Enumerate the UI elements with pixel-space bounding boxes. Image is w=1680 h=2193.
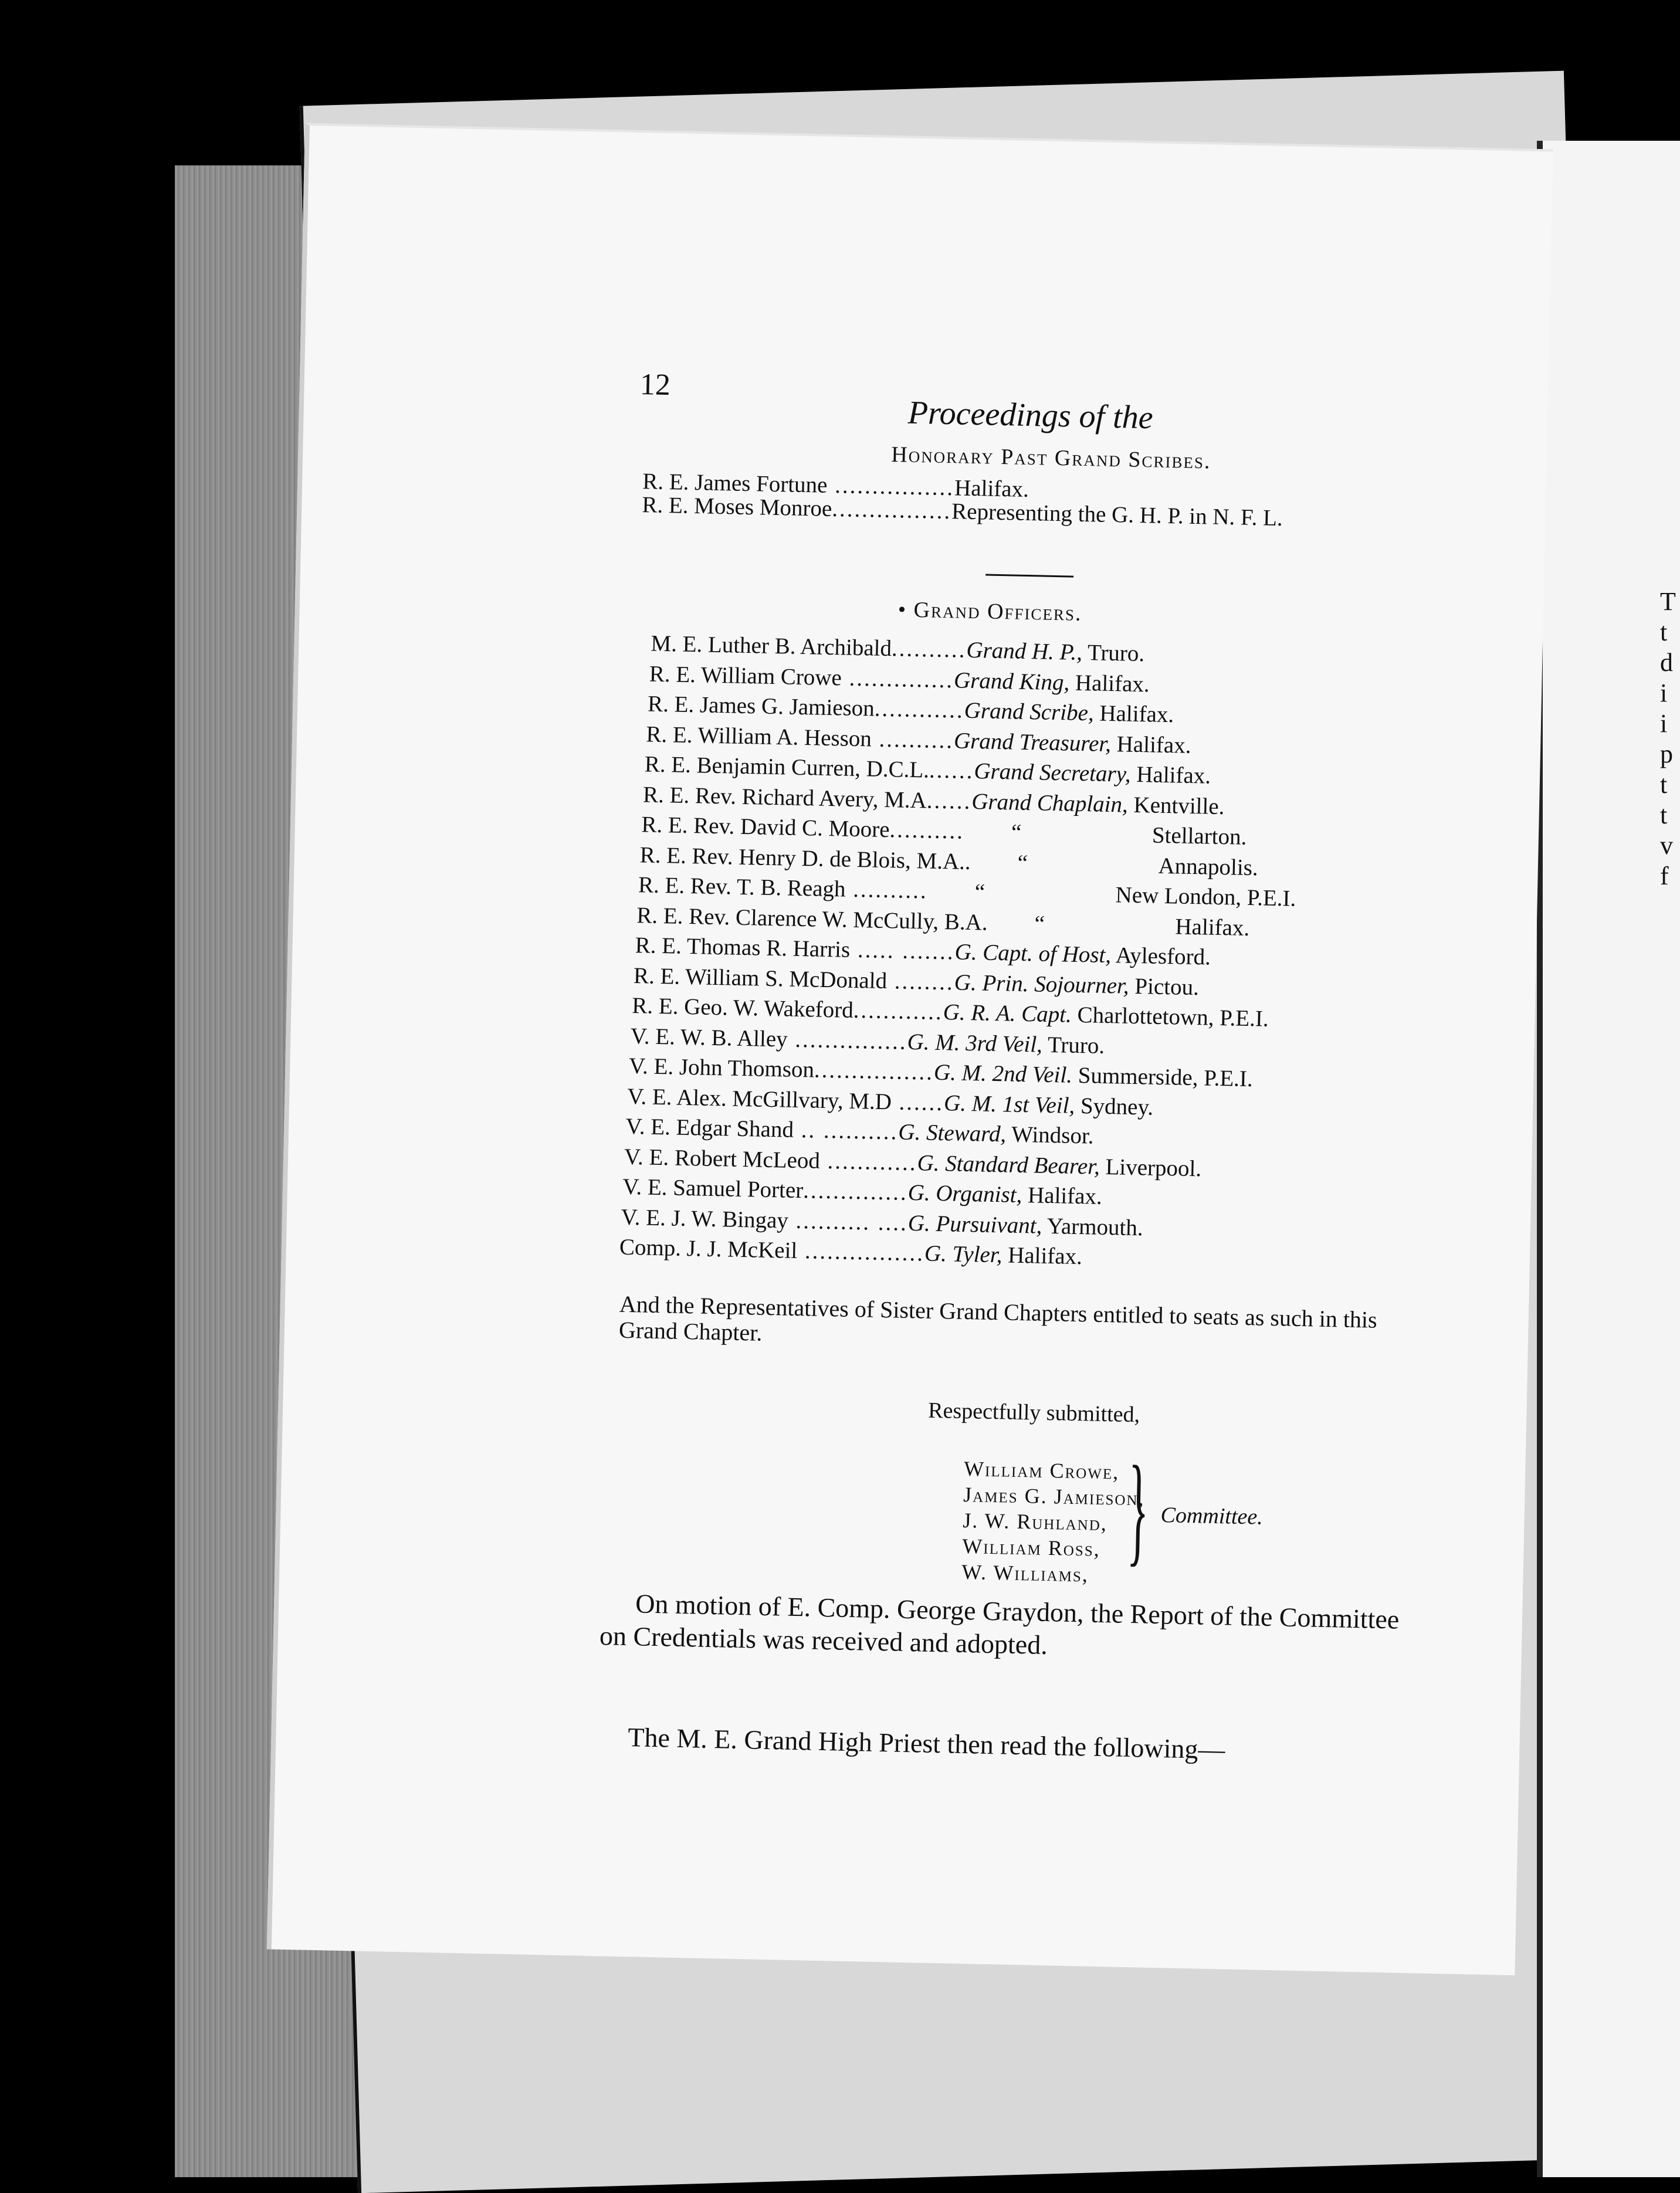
officer-name: R. E. Geo. W. Wakeford bbox=[631, 993, 854, 1023]
officer-office: G. M. 1st Veil, bbox=[943, 1090, 1075, 1118]
officer-name: R. E. William S. McDonald bbox=[633, 962, 888, 994]
next-page-fragments bbox=[1660, 587, 1676, 892]
dot-leader: .......... bbox=[889, 817, 965, 844]
officer-office: Grand Chaplain, bbox=[971, 788, 1129, 818]
officer-place: Yarmouth. bbox=[1041, 1213, 1144, 1240]
officer-name: Comp. J. J. McKeil bbox=[619, 1234, 798, 1263]
committee-brace: } bbox=[1126, 1440, 1150, 1578]
committee-member: James G. Jamieson, bbox=[963, 1483, 1146, 1510]
officer-name: V. E. Samuel Porter bbox=[622, 1174, 804, 1204]
officer-office: Grand H. P., bbox=[966, 637, 1083, 665]
officer-name: V. E. W. B. Alley bbox=[630, 1023, 788, 1052]
next-page-letter: t bbox=[1660, 618, 1668, 646]
officer-place: Liverpool. bbox=[1099, 1154, 1202, 1181]
dot-leader: ........ bbox=[886, 968, 955, 995]
officer-place: Halifax. bbox=[1002, 1242, 1083, 1270]
ditto-mark: “ bbox=[1011, 819, 1022, 845]
honorary-place: Representing the G. H. P. in N. F. L. bbox=[951, 499, 1283, 531]
dot-leader: ................ bbox=[814, 1057, 934, 1085]
next-page-letter: v bbox=[1660, 831, 1673, 860]
dot-leader: ............ bbox=[819, 1148, 918, 1175]
officer-row bbox=[619, 1234, 1083, 1270]
officer-place: Kentville. bbox=[1127, 792, 1225, 819]
officer-name: R. E. James G. Jamieson bbox=[647, 691, 875, 721]
officer-place: Annapolis. bbox=[1158, 853, 1259, 880]
officer-place: Halifax. bbox=[1069, 670, 1150, 697]
officer-place: Truro. bbox=[1082, 639, 1145, 667]
next-page-letter: i bbox=[1660, 679, 1668, 707]
officer-name: R. E. Rev. T. B. Reagh bbox=[638, 872, 846, 902]
next-page-letter: d bbox=[1660, 648, 1673, 677]
officer-place: Halifax. bbox=[1130, 761, 1211, 789]
officer-name: R. E. Rev. Clarence W. McCully, B.A. bbox=[636, 902, 988, 936]
officer-office: G. Organist, bbox=[907, 1179, 1022, 1208]
dot-leader: ...... bbox=[929, 757, 974, 784]
ditto-mark: “ bbox=[1034, 910, 1045, 937]
honorary-name: R. E. Moses Monroe bbox=[642, 492, 832, 521]
officer-row bbox=[622, 1174, 1102, 1210]
officer-place: Windsor. bbox=[1005, 1121, 1095, 1149]
dot-leader: .......... .... bbox=[788, 1208, 909, 1236]
committee-member: William Crowe, bbox=[963, 1457, 1120, 1484]
officer-office: G. Standard Bearer, bbox=[917, 1150, 1100, 1179]
next-page-edge bbox=[1537, 141, 1680, 2177]
officer-name: M. E. Luther B. Archibald bbox=[651, 631, 892, 662]
officer-place: Halifax. bbox=[1175, 913, 1250, 941]
officer-name: R. E. Rev. Henry D. de Blois, M.A.. bbox=[639, 842, 971, 875]
officer-place: New London, P.E.I. bbox=[1115, 882, 1296, 911]
next-page-letter: i bbox=[1660, 709, 1668, 738]
officer-place: Halifax. bbox=[1021, 1182, 1103, 1209]
officer-office: Grand Secretary, bbox=[974, 758, 1132, 787]
officer-office: G. Steward, bbox=[897, 1119, 1007, 1147]
officer-place: Truro. bbox=[1042, 1032, 1105, 1059]
officer-name: R. E. William Crowe bbox=[649, 661, 842, 690]
officer-row bbox=[625, 1113, 1094, 1150]
honorary-place: Halifax. bbox=[954, 475, 1029, 502]
officer-place: Summerside, P.E.I. bbox=[1072, 1062, 1254, 1092]
committee-member: W. Williams, bbox=[961, 1560, 1089, 1587]
officer-office: Grand King, bbox=[953, 667, 1070, 695]
motion-paragraph: On motion of E. Comp. George Graydon, the Report of the Committee on Credentials was received and adopted. bbox=[599, 1588, 1400, 1660]
officer-place: Pictou. bbox=[1129, 973, 1200, 1000]
officer-place: Aylesford. bbox=[1110, 943, 1211, 970]
officer-name: R. E. Thomas R. Harris bbox=[635, 933, 851, 962]
document-page bbox=[267, 123, 1553, 1975]
officer-office: G. M. 3rd Veil, bbox=[907, 1029, 1043, 1057]
committee-member: J. W. Ruhland, bbox=[962, 1509, 1108, 1536]
officer-row bbox=[630, 1022, 1105, 1059]
ditto-mark: “ bbox=[1017, 850, 1028, 876]
dot-leader: ...... bbox=[926, 787, 972, 814]
officer-name: V. E. J. W. Bingay bbox=[621, 1204, 789, 1233]
next-page-letter: T bbox=[1660, 587, 1676, 616]
grand-officers-heading: • Grand Officers. bbox=[897, 597, 1082, 626]
committee-members bbox=[961, 1456, 1146, 1588]
closing-line: The M. E. Grand High Priest then read the following— bbox=[627, 1722, 1225, 1765]
dot-leader: .......... bbox=[871, 726, 954, 753]
officer-name: R. E. Benjamin Curren, D.C.L. bbox=[644, 751, 930, 783]
ditto-mark: “ bbox=[974, 879, 985, 905]
officer-name: R. E. William A. Hesson bbox=[646, 721, 872, 751]
committee-member: William Ross, bbox=[962, 1534, 1101, 1561]
officer-place: Charlottetown, P.E.I. bbox=[1071, 1002, 1269, 1032]
officer-name: V. E. Edgar Shand bbox=[625, 1113, 794, 1143]
officer-name: R. E. Rev. David C. Moore bbox=[641, 812, 890, 843]
dot-leader: .......... bbox=[845, 876, 929, 904]
dot-leader: ............ bbox=[853, 997, 944, 1025]
officer-place: Halifax. bbox=[1093, 700, 1174, 728]
dot-leader: ............... bbox=[787, 1026, 908, 1055]
dot-leader: .............. bbox=[802, 1178, 909, 1205]
officer-place: Stellarton. bbox=[1151, 822, 1247, 850]
respectfully-submitted: Respectfully submitted, bbox=[927, 1398, 1140, 1428]
officer-office: G. Tyler, bbox=[924, 1240, 1002, 1268]
officer-place: Halifax. bbox=[1110, 731, 1191, 758]
officer-name: R. E. Rev. Richard Avery, M.A bbox=[642, 781, 927, 813]
page-number: 12 bbox=[639, 368, 671, 402]
honorary-heading: Honorary Past Grand Scribes. bbox=[890, 442, 1211, 474]
honorary-name: R. E. James Fortune bbox=[642, 469, 828, 498]
dot-leader: .. .......... bbox=[793, 1117, 899, 1145]
officer-name: V. E. Robert McLeod bbox=[624, 1144, 821, 1174]
section-divider bbox=[985, 574, 1073, 577]
dot-leader: ............ bbox=[874, 696, 965, 723]
next-page-letter: p bbox=[1660, 740, 1673, 768]
dot-leader: ................ bbox=[827, 472, 955, 501]
dot-leader: ...... bbox=[891, 1089, 944, 1116]
dot-leader: ................ bbox=[831, 496, 952, 524]
dot-leader: ................ bbox=[797, 1238, 925, 1266]
officer-office: Grand Scribe, bbox=[964, 697, 1095, 726]
representatives-paragraph: And the Representatives of Sister Grand Chapters entitled to seats as such in this Grand Chapter. bbox=[618, 1290, 1378, 1346]
running-title: Proceedings of the bbox=[907, 394, 1154, 436]
next-page-letter: t bbox=[1660, 801, 1668, 829]
next-page-letter: t bbox=[1660, 770, 1668, 799]
officer-office: G. R. A. Capt. bbox=[943, 999, 1072, 1028]
dot-leader: .............. bbox=[841, 665, 954, 693]
officer-office: G. Pursuivant, bbox=[907, 1210, 1042, 1239]
next-page-letter: f bbox=[1660, 862, 1669, 890]
officer-place: Sydney. bbox=[1074, 1093, 1154, 1120]
officer-office: Grand Treasurer, bbox=[953, 727, 1112, 757]
officer-office: G. M. 2nd Veil. bbox=[933, 1059, 1073, 1088]
officer-office: G. Capt. of Host, bbox=[954, 939, 1112, 968]
officer-office: G. Prin. Sojourner, bbox=[954, 970, 1130, 999]
committee-label: Committee. bbox=[1160, 1503, 1264, 1530]
dot-leader: .......... bbox=[891, 636, 967, 663]
officer-name: V. E. Alex. McGillvary, M.D bbox=[626, 1083, 892, 1114]
dot-leader: ..... ....... bbox=[849, 937, 956, 965]
officer-name: V. E. John Thomson bbox=[628, 1053, 815, 1083]
